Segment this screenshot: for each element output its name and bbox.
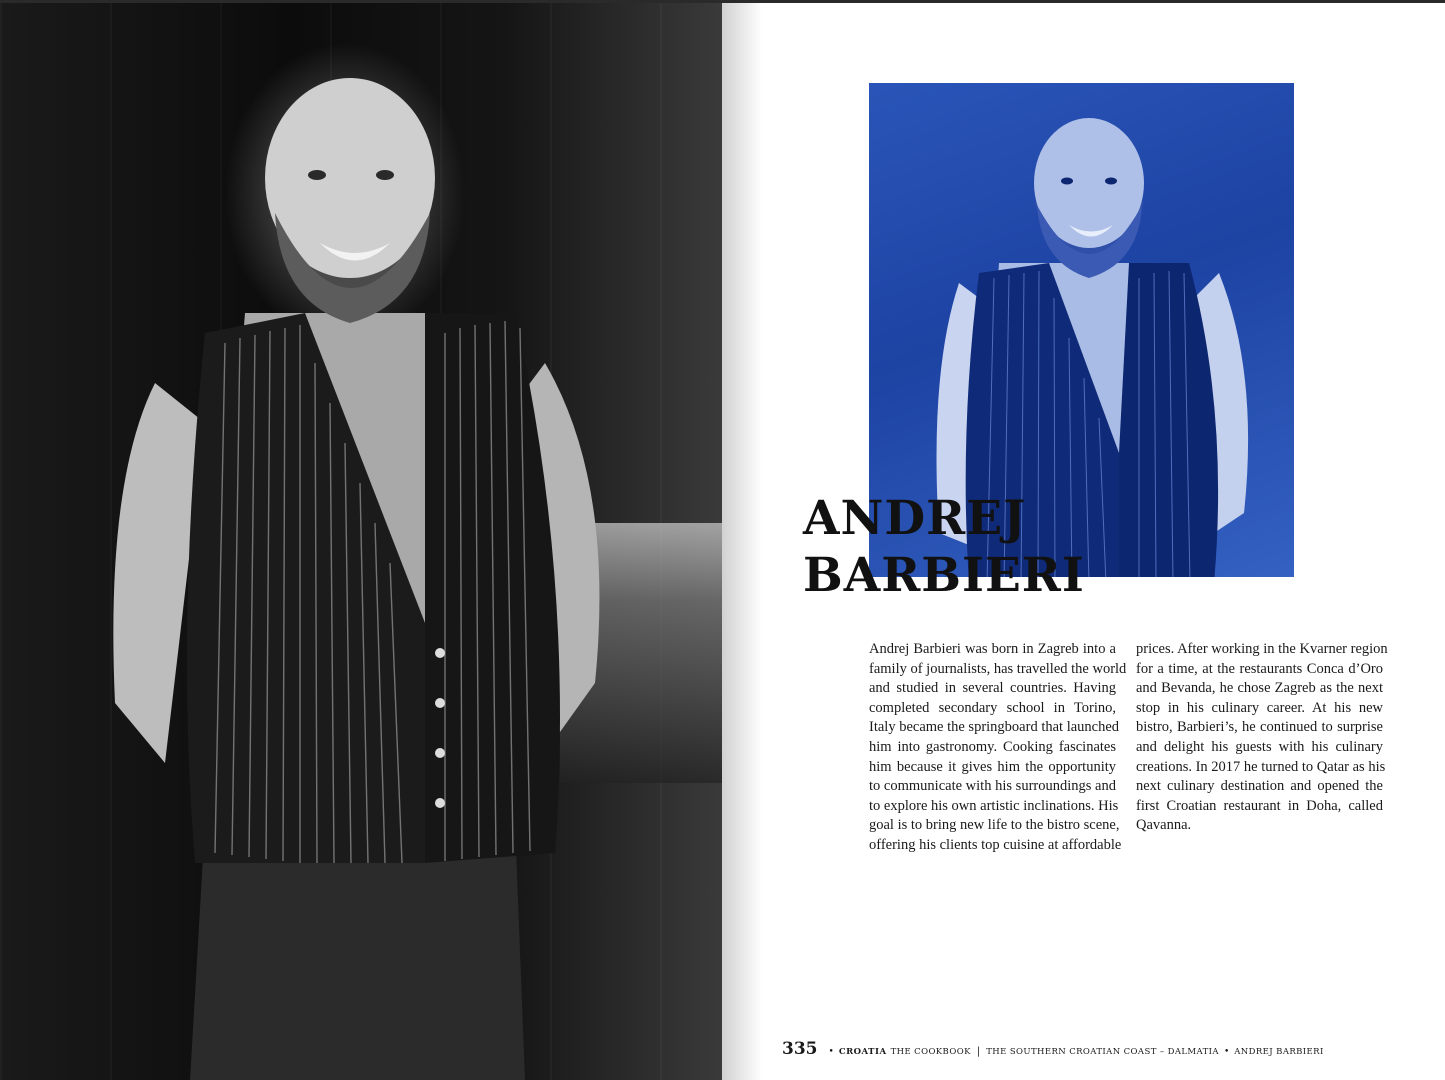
body-line: next culinary destination and opened the (1136, 778, 1383, 795)
body-line: to explore his own artistic inclinations. His (869, 797, 1119, 814)
body-line: bistro, Barbieri’s, he continued to surprise (1136, 719, 1383, 736)
body-line: stop in his culinary career. At his new (1136, 699, 1383, 716)
body-line: for a time, at the restaurants Conca d’Oro (1136, 660, 1383, 677)
chef-figure-bw (95, 63, 615, 1080)
footer-book-title: THE COOKBOOK (890, 1047, 971, 1057)
page-title (803, 490, 1085, 604)
portrait-photo-bw (0, 3, 722, 1080)
footer-section: THE SOUTHERN CROATIAN COAST – DALMATIA (986, 1047, 1219, 1057)
title-line-2: BARBIERI (803, 548, 1085, 603)
body-line: prices. After working in the Kvarner region (1136, 641, 1388, 657)
footer-divider: | (976, 1046, 981, 1057)
body-line: and studied in several countries. Having (869, 680, 1116, 697)
footer-bullet: • (828, 1047, 834, 1057)
footer-brand: CROATIA (838, 1047, 887, 1057)
body-line: Qavanna. (1136, 817, 1192, 834)
body-line: first Croatian restaurant in Doha, called (1136, 797, 1383, 814)
body-line: and delight his guests with his culinary (1136, 738, 1383, 755)
body-line: him because it gives him the opportunity (869, 758, 1116, 775)
body-line: and Bevanda, he chose Zagreb as the next (1136, 680, 1383, 697)
footer-bullet: • (1223, 1047, 1230, 1057)
body-column-left (869, 640, 1127, 856)
footer-chapter: ANDREJ BARBIERI (1234, 1047, 1324, 1057)
gutter-shadow (722, 3, 762, 1080)
running-footer (782, 1039, 1324, 1059)
body-line: completed secondary school in Torino, (869, 699, 1116, 716)
body-line: to communicate with his surroundings and (869, 778, 1116, 795)
body-line: Andrej Barbieri was born in Zagreb into a (869, 641, 1116, 657)
body-column-right (1136, 640, 1388, 836)
body-line: creations. In 2017 he turned to Qatar as his (1136, 758, 1386, 775)
page-number: 335 (782, 1039, 818, 1059)
body-line: him into gastronomy. Cooking fascinates (869, 738, 1116, 755)
body-line: Italy became the springboard that launched (869, 719, 1120, 736)
title-line-1: ANDREJ (803, 491, 1027, 546)
body-line: offering his clients top cuisine at affordable (869, 836, 1122, 853)
body-line: goal is to bring new life to the bistro scene, (869, 817, 1120, 834)
body-line: family of journalists, has travelled the world (869, 660, 1127, 677)
